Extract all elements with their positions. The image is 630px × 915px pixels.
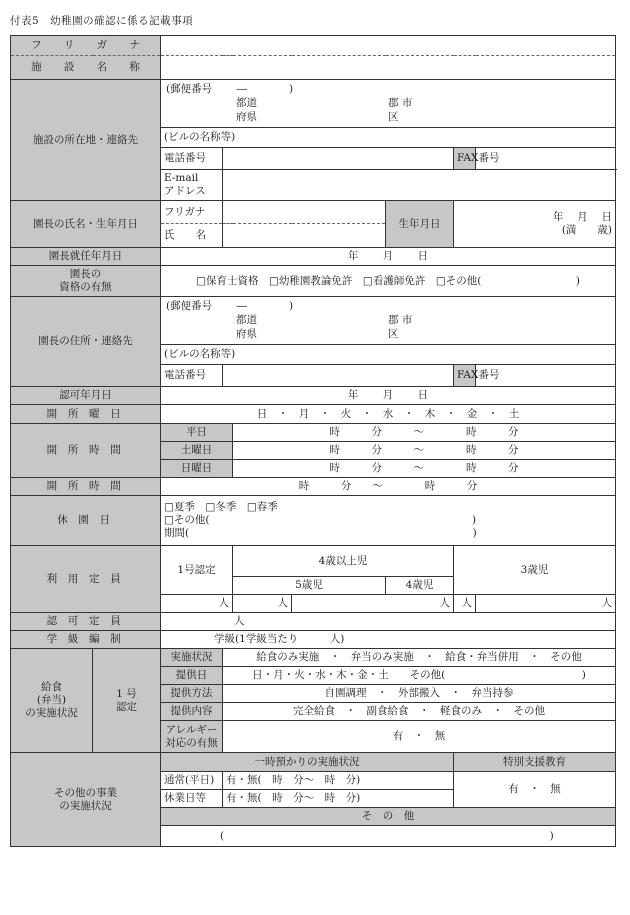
- allergy-label: アレルギー 対応の有無: [161, 721, 223, 753]
- other-field[interactable]: ( ): [161, 826, 616, 847]
- temp-care-holiday-field[interactable]: 有・無( 時 分～ 時 分): [223, 790, 454, 808]
- classes-label: 学 級 編 制: [11, 631, 161, 649]
- age4-capacity-field[interactable]: 人: [454, 595, 476, 613]
- other-label: そ の 他: [161, 808, 616, 826]
- open-days-field[interactable]: 日 ・ 月 ・ 火 ・ 水 ・ 木 ・ 金 ・ 土: [161, 405, 616, 424]
- approval-date-label: 認可年月日: [11, 387, 161, 405]
- weekday-hours-field[interactable]: 時 分 ～ 時 分: [233, 424, 616, 442]
- special-support-header: 特別支援教育: [454, 753, 616, 772]
- director-furigana-field[interactable]: [223, 201, 386, 224]
- facility-name-field[interactable]: [161, 56, 616, 80]
- capacity-label: 利 用 定 員: [11, 546, 161, 613]
- facility-email-label: E-mail アドレス: [161, 170, 223, 201]
- weekday-label: 平日: [161, 424, 233, 442]
- director-birth-field[interactable]: 年 月 日 (満 歳): [454, 201, 616, 248]
- meals-cert-label: 1 号 認定: [93, 649, 161, 753]
- temp-care-weekday-label: 通常(平日): [161, 772, 223, 790]
- facility-building-field[interactable]: (ビルの名称等): [161, 128, 616, 148]
- director-fax-label: FAX番号: [454, 365, 476, 387]
- director-building-field[interactable]: (ビルの名称等): [161, 345, 616, 365]
- director-address-field[interactable]: (郵便番号 ― ) 都道 府県 郡 市 区: [161, 297, 616, 345]
- holiday-field[interactable]: □夏季 □冬季 □春季 □その他( ) 期間( ): [161, 496, 616, 546]
- approved-capacity-label: 認 可 定 員: [11, 613, 161, 631]
- postal-code-label: (郵便番号 ― ): [166, 83, 294, 95]
- cert1-header: 1号認定: [161, 546, 233, 595]
- facility-email-field[interactable]: [223, 170, 616, 201]
- director-name-field-label: 氏 名: [161, 224, 223, 248]
- sunday-hours-field[interactable]: 時 分 ～ 時 分: [233, 460, 616, 478]
- classes-field[interactable]: 学級(1学級当たり 人): [161, 631, 616, 649]
- age3-header: 3歳児: [454, 546, 616, 595]
- meal-status-field[interactable]: 給食のみ実施 ・ 弁当のみ実施 ・ 給食・弁当併用 ・ その他: [223, 649, 616, 667]
- age3-capacity-field[interactable]: 人: [476, 595, 616, 613]
- saturday-hours-field[interactable]: 時 分 ～ 時 分: [233, 442, 616, 460]
- facility-name-label: 施 設 名 称: [11, 56, 161, 80]
- facility-address-field[interactable]: (郵便番号 ― ) 都道 府県 郡 市 区: [161, 80, 616, 128]
- temp-care-weekday-field[interactable]: 有・無( 時 分～ 時 分): [223, 772, 454, 790]
- meal-days-label: 提供日: [161, 667, 223, 685]
- meal-content-label: 提供内容: [161, 703, 223, 721]
- facility-fax-label: FAX番号: [454, 148, 476, 170]
- open-hours-label: 開 所 時 間: [11, 424, 161, 478]
- facility-form: [10, 35, 616, 847]
- approved-capacity-field[interactable]: 人: [161, 613, 616, 631]
- facility-address-label: 施設の所在地・連絡先: [11, 80, 161, 201]
- meal-method-field[interactable]: 自園調理 ・ 外部搬入 ・ 弁当持参: [223, 685, 616, 703]
- allergy-field[interactable]: 有 ・ 無: [223, 721, 616, 753]
- saturday-label: 土曜日: [161, 442, 233, 460]
- open-days-label: 開 所 曜 日: [11, 405, 161, 424]
- meal-days-field[interactable]: 日・月・火・水・木・金・土 その他( ): [223, 667, 616, 685]
- qualification-label: 園長の 資格の有無: [11, 266, 161, 297]
- appointed-date-field[interactable]: 年 月 日: [161, 248, 616, 266]
- holiday-label: 休 園 日: [11, 496, 161, 546]
- director-furigana-label: フリガナ: [161, 201, 223, 224]
- approval-date-field[interactable]: 年 月 日: [161, 387, 616, 405]
- meal-status-label: 実施状況: [161, 649, 223, 667]
- special-support-field[interactable]: 有 ・ 無: [454, 772, 616, 808]
- director-name-label: 園長の氏名・生年月日: [11, 201, 161, 248]
- age5-header: 5歳児: [233, 577, 386, 595]
- temp-care-header: 一時預かりの実施状況: [161, 753, 454, 772]
- age4-header: 4歳児: [386, 577, 454, 595]
- page-title: 付表5 幼稚園の確認に係る記載事項: [10, 15, 194, 27]
- director-name-field[interactable]: [223, 224, 386, 248]
- furigana-label: フ リ ガ ナ: [11, 36, 161, 56]
- director-birth-label: 生年月日: [386, 201, 454, 248]
- temp-care-holiday-label: 休業日等: [161, 790, 223, 808]
- age4plus-header: 4歳以上児: [233, 546, 454, 577]
- qualification-checkboxes[interactable]: □保育士資格 □幼稚園教論免許 □看護師免許 □その他( ): [161, 266, 616, 297]
- facility-furigana-field[interactable]: [161, 36, 616, 56]
- open-hours-2-label: 開 所 時 間: [11, 478, 161, 496]
- facility-phone-field[interactable]: [223, 148, 454, 170]
- meal-method-label: 提供方法: [161, 685, 223, 703]
- open-hours-2-field[interactable]: 時 分 ～ 時 分: [161, 478, 616, 496]
- age5-capacity-field[interactable]: 人: [292, 595, 454, 613]
- age4plus-capacity-field[interactable]: 人: [233, 595, 292, 613]
- other-services-label: その他の事業 の実施状況: [11, 753, 161, 847]
- director-phone-field[interactable]: [223, 365, 454, 387]
- meals-label: 給食 (弁当) の実施状況: [11, 649, 93, 753]
- sunday-label: 日曜日: [161, 460, 233, 478]
- appointed-date-label: 園長就任年月日: [11, 248, 161, 266]
- director-phone-label: 電話番号: [161, 365, 223, 387]
- meal-content-field[interactable]: 完全給食 ・ 副食給食 ・ 軽食のみ ・ その他: [223, 703, 616, 721]
- director-address-label: 園長の住所・連絡先: [11, 297, 161, 387]
- cert1-capacity-field[interactable]: 人: [161, 595, 233, 613]
- facility-phone-label: 電話番号: [161, 148, 223, 170]
